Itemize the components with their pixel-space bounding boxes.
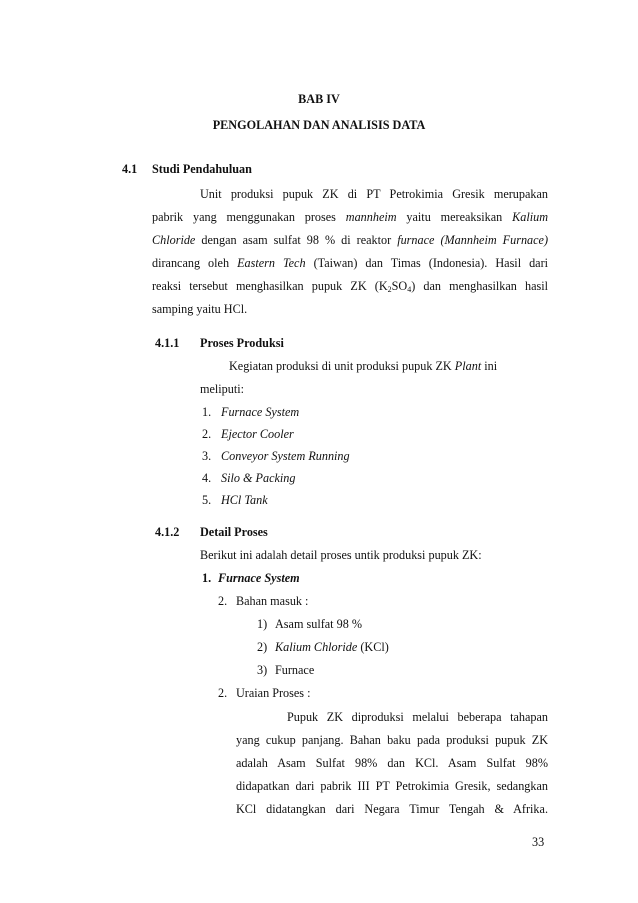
list-item: 2. — [202, 427, 212, 441]
paragraph-line: adalah Asam Sulfat 98% dan KCl. Asam Sulfat 98% — [236, 756, 548, 770]
list-number: 3) — [257, 663, 268, 677]
paragraph-line: KCl didatangkan dari Negara Timur Tengah & Afrika. — [236, 802, 548, 816]
list-item-text: Furnace — [275, 663, 315, 677]
list-number: 1) — [257, 617, 268, 631]
list-number: 2. — [218, 686, 228, 700]
subsection-title: Detail Proses — [200, 525, 268, 539]
section-number: 4.1 — [122, 162, 138, 176]
subsection-title: Proses Produksi — [200, 336, 284, 350]
chapter-title: PENGOLAHAN DAN ANALISIS DATA — [212, 118, 426, 132]
chapter-label: BAB IV — [298, 92, 340, 106]
list-item-text: HCl Tank — [221, 493, 268, 507]
list-item: 5. — [202, 493, 212, 507]
paragraph-line: samping yaitu HCl. — [152, 302, 248, 316]
list-item-text: Conveyor System Running — [221, 449, 350, 463]
subsection-number: 4.1.1 — [155, 336, 180, 350]
list-item: 1. — [202, 405, 212, 419]
sub-heading-number: 1. — [202, 571, 212, 585]
list-label: Uraian Proses : — [236, 686, 311, 700]
list-item-text: Ejector Cooler — [221, 427, 294, 441]
list-item-text: Silo & Packing — [221, 471, 296, 485]
list-item: 4. — [202, 471, 212, 485]
sub-heading: Furnace System — [218, 571, 300, 585]
list-item-text: Asam sulfat 98 % — [275, 617, 362, 631]
paragraph-line: yang cukup panjang. Bahan baku pada produksi pupuk ZK — [236, 733, 548, 747]
list-label: Bahan masuk : — [236, 594, 309, 608]
list-number: 2. — [218, 594, 228, 608]
paragraph-line: Unit produksi pupuk ZK di PT Petrokimia Gresik merupakan — [200, 187, 548, 201]
paragraph-line: pabrik yang menggunakan proses mannheim yaitu mereaksikan Kalium — [152, 210, 548, 224]
paragraph-line: meliputi: — [200, 382, 245, 396]
paragraph-line: Chloride dengan asam sulfat 98 % di reaktor furnace (Mannheim Furnace) — [152, 233, 549, 247]
paragraph-line: reaksi tersebut menghasilkan pupuk ZK $(K_2SO_4)$ dan menghasilkan hasil — [152, 279, 548, 294]
list-item-text: Kalium Chloride (KCl) — [275, 640, 389, 654]
paragraph-line: Kegiatan produksi di unit produksi pupuk ZK Plant ini — [229, 359, 498, 373]
paragraph-line: didapatkan dari pabrik III PT Petrokimia Gresik, sedangkan — [236, 779, 548, 793]
paragraph-line: Pupuk ZK diproduksi melalui beberapa tahapan — [287, 710, 548, 724]
section-title: Studi Pendahuluan — [152, 162, 252, 176]
list-item: 3. — [202, 449, 212, 463]
page-number: 33 — [532, 835, 545, 849]
list-item-text: Furnace System — [221, 405, 300, 419]
list-number: 2) — [257, 640, 268, 654]
paragraph-line: dirancang oleh Eastern Tech (Taiwan) dan Timas (Indonesia). Hasil dari — [152, 256, 549, 270]
paragraph-line: Berikut ini adalah detail proses untik produksi pupuk ZK: — [200, 548, 482, 562]
subsection-number: 4.1.2 — [155, 525, 180, 539]
